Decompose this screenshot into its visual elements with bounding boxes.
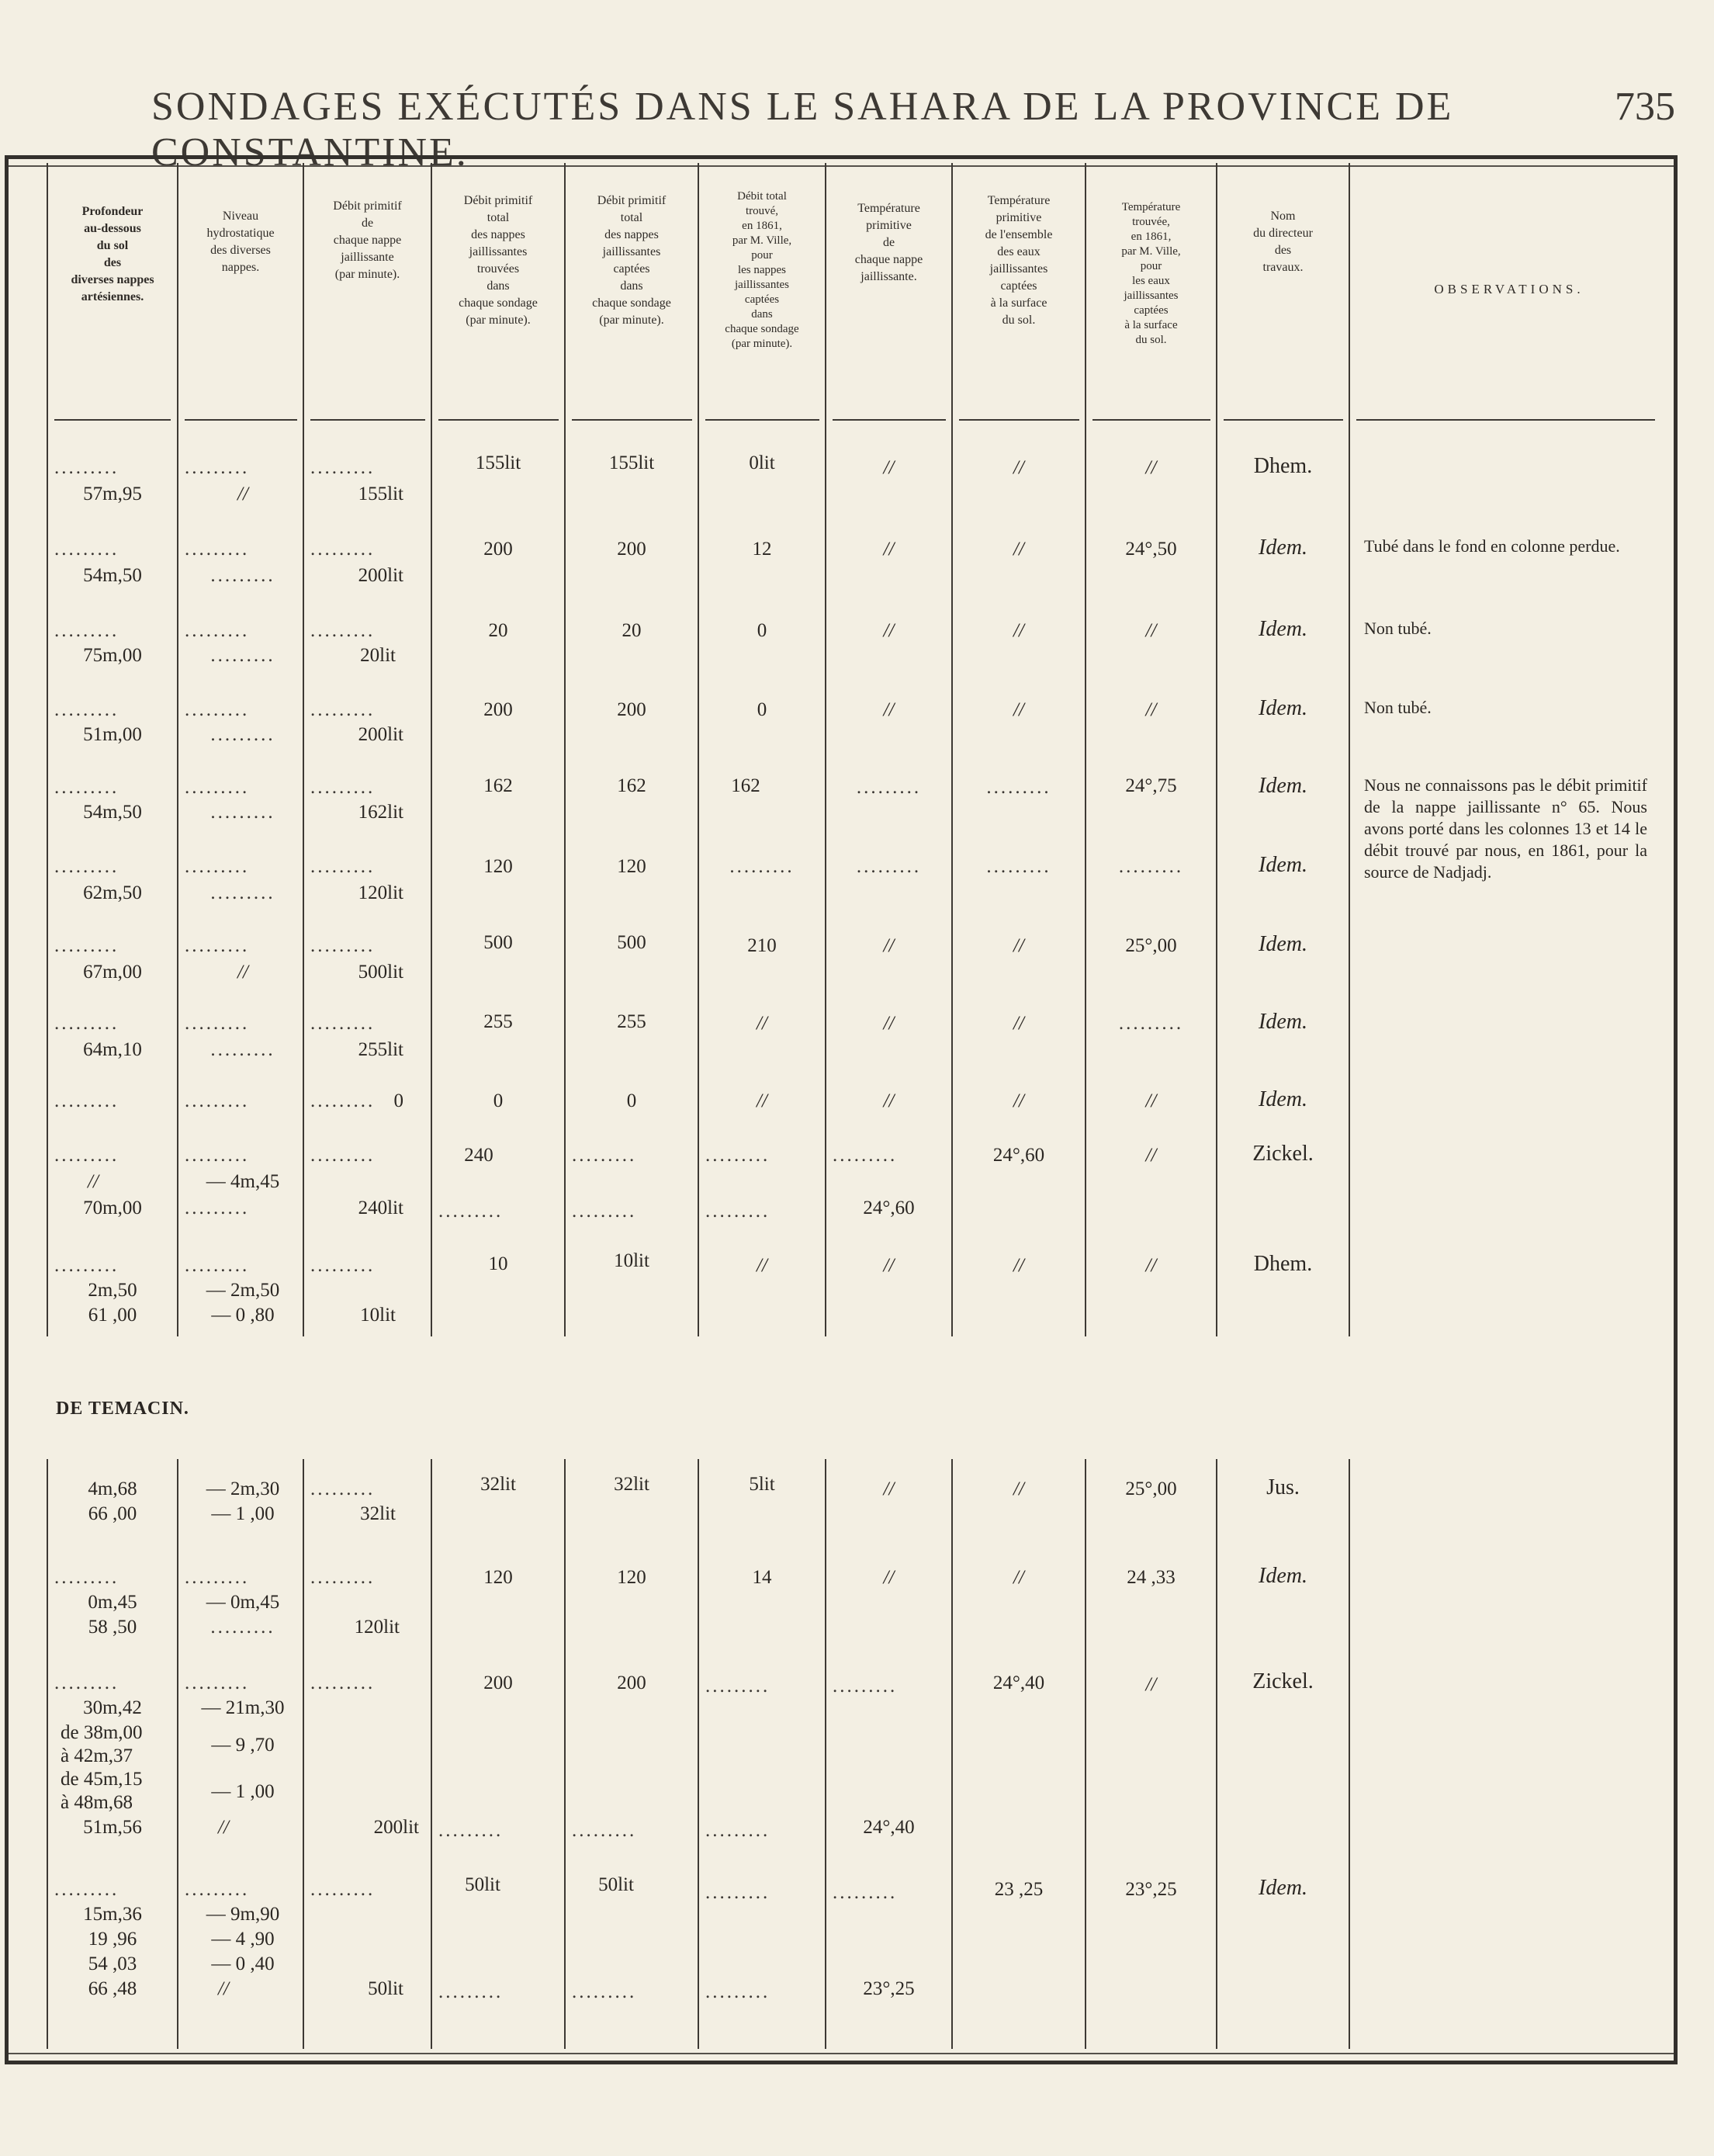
table-cell: 500 <box>483 932 513 953</box>
table-cell: ......... <box>729 856 795 877</box>
table-cell: 14 <box>752 1567 772 1588</box>
observation-note: Non tubé. <box>1364 698 1432 717</box>
table-cell: ......... <box>856 856 922 877</box>
table-cell: 30m,42 <box>83 1697 142 1718</box>
table-cell: ......... <box>986 856 1051 877</box>
column-divider <box>825 163 826 1336</box>
director-name: Zickel. <box>1252 1142 1314 1166</box>
column-divider <box>564 163 566 1336</box>
table-cell: 120 <box>617 856 646 877</box>
table-cell: // <box>218 1817 229 1838</box>
table-cell: 25°,00 <box>1125 935 1177 956</box>
table-cell: ......... <box>54 539 119 560</box>
column-header-observations: OBSERVATIONS. <box>1434 282 1584 296</box>
table-cell: 200 <box>617 1672 646 1693</box>
table-cell: ......... <box>705 1820 770 1841</box>
table-cell: ......... <box>705 1145 770 1166</box>
table-cell: 62m,50 <box>83 882 142 903</box>
table-cell: 15m,36 <box>83 1904 142 1925</box>
table-cell: // <box>883 699 895 720</box>
table-cell: // <box>1145 1090 1157 1111</box>
table-cell: 32lit <box>480 1474 516 1495</box>
table-cell: 51m,00 <box>83 724 142 745</box>
table-cell: 75m,00 <box>83 645 142 666</box>
director-name: Idem. <box>1259 774 1307 798</box>
table-cell: 5lit <box>749 1474 775 1495</box>
table-cell: 24°,40 <box>863 1817 915 1838</box>
observation-note: Nous ne connaissons pas le débit primitif de la nappe jaillissante n° 65. Nous avons porté dans les colonnes 13 et 14 le débit trouvé par nous, en 1861, pour la source de Nadjadj. <box>1364 775 1647 882</box>
table-cell: ......... <box>1118 1013 1184 1034</box>
table-cell: 0 <box>757 699 767 720</box>
table-cell: ......... <box>310 935 376 956</box>
table-cell: ......... <box>833 1676 898 1697</box>
column-divider <box>1216 1459 1217 2049</box>
table-cell: 200 <box>483 539 513 560</box>
table-cell: 23°,25 <box>1125 1879 1177 1900</box>
table-cell: 23 ,25 <box>994 1879 1044 1900</box>
table-cell: — 0 ,80 <box>211 1305 275 1326</box>
page-title: SONDAGES EXÉCUTÉS DANS LE SAHARA DE LA PROVINCE DE CONSTANTINE. <box>151 85 1454 175</box>
observation-note: Tubé dans le fond en colonne perdue. <box>1364 536 1620 556</box>
table-cell: ......... <box>185 539 250 560</box>
table-cell: // <box>1013 1090 1024 1111</box>
table-cell: ......... <box>705 1676 770 1697</box>
column-divider <box>47 1459 48 2049</box>
table-cell: 54m,50 <box>83 565 142 586</box>
director-name: Idem. <box>1259 536 1307 560</box>
director-name: Idem. <box>1259 1010 1307 1034</box>
table-cell: ......... <box>54 699 119 720</box>
table-cell: // <box>883 620 895 641</box>
table-cell: 200 <box>483 699 513 720</box>
table-cell: 155lit <box>475 452 521 473</box>
table-cell: à 48m,68 <box>61 1792 133 1813</box>
table-cell: ......... <box>438 1201 504 1222</box>
table-cell: 200lit <box>373 1817 419 1838</box>
running-head <box>0 84 1714 175</box>
table-cell: 20 <box>622 620 642 641</box>
table-cell: ......... <box>1118 856 1184 877</box>
table-cell: 120lit <box>354 1617 400 1638</box>
table-cell: 51m,56 <box>83 1817 142 1838</box>
table-cell: 64m,10 <box>83 1039 142 1060</box>
table-cell: ......... <box>705 1882 770 1903</box>
table-cell: // <box>237 484 248 504</box>
frame-rule-bottom <box>9 2053 1674 2054</box>
director-name: Zickel. <box>1252 1669 1314 1693</box>
table-cell: 500 <box>617 932 646 953</box>
table-cell: 0 <box>757 620 767 641</box>
table-cell: 255lit <box>358 1039 403 1060</box>
column-divider <box>303 1459 304 2049</box>
table-cell: ......... <box>310 1090 376 1111</box>
column-header-director: Nom du directeur des travaux. <box>1253 210 1313 274</box>
table-cell: // <box>1145 620 1157 641</box>
table-cell: — 4 ,90 <box>211 1929 275 1950</box>
column-header-debit-nappe: Débit primitif de chaque nappe jaillissante (par minute). <box>333 199 402 281</box>
table-cell: ......... <box>54 1255 119 1276</box>
table-cell: // <box>1013 1255 1024 1276</box>
table-cell: ......... <box>185 1879 250 1900</box>
table-cell: — 4m,45 <box>206 1171 280 1192</box>
director-name: Idem. <box>1259 1876 1307 1900</box>
table-cell: ......... <box>572 1145 637 1166</box>
table-cell: 54 ,03 <box>88 1953 137 1974</box>
header-rule <box>54 419 171 421</box>
column-header-level: Niveau hydrostatique des diverses nappes. <box>206 210 275 274</box>
table-cell: 50lit <box>368 1978 403 1999</box>
table-cell: // <box>883 1567 895 1588</box>
table-cell: // <box>883 1090 895 1111</box>
column-header-debit-capte: Débit primitif total des nappes jaillissantes captées dans chaque sondage (par minute). <box>592 194 671 327</box>
table-cell: — 9m,90 <box>206 1904 280 1925</box>
table-cell: 20 <box>488 620 508 641</box>
table-cell: de 38m,00 <box>61 1722 143 1743</box>
table-cell: ......... <box>310 1478 376 1499</box>
table-cell: // <box>883 1013 895 1034</box>
table-cell: ......... <box>310 777 376 798</box>
table-cell: ......... <box>54 1879 119 1900</box>
table-cell: — 2m,30 <box>206 1478 280 1499</box>
table-cell: ......... <box>54 457 119 478</box>
table-cell: 32lit <box>614 1474 649 1495</box>
director-name: Idem. <box>1259 932 1307 956</box>
table-cell: 66 ,48 <box>88 1978 137 1999</box>
table-cell: // <box>883 539 895 560</box>
table-cell: 12 <box>752 539 772 560</box>
column-divider <box>177 1459 178 2049</box>
table-cell: 24°,40 <box>992 1672 1045 1693</box>
table-cell: // <box>883 1478 895 1499</box>
table-cell: 162 <box>731 775 760 796</box>
table-cell: 32lit <box>360 1503 396 1524</box>
table-cell: // <box>883 935 895 956</box>
table-cell: de 45m,15 <box>61 1769 143 1790</box>
table-cell: ......... <box>54 935 119 956</box>
table-cell: ......... <box>185 935 250 956</box>
table-cell: 0lit <box>749 452 775 473</box>
table-cell: ......... <box>438 1981 504 2002</box>
table-cell: ......... <box>185 1090 250 1111</box>
header-rule <box>959 419 1079 421</box>
table-cell: à 42m,37 <box>61 1745 133 1766</box>
table-cell: 255 <box>617 1011 646 1032</box>
table-cell: 120 <box>617 1567 646 1588</box>
table-cell: 200 <box>617 699 646 720</box>
table-cell: 10 <box>488 1253 508 1274</box>
table-cell: ......... <box>310 1672 376 1693</box>
table-cell: // <box>1013 935 1024 956</box>
table-cell: ......... <box>310 699 376 720</box>
column-divider <box>303 163 304 1336</box>
header-rule <box>705 419 819 421</box>
table-cell: ......... <box>572 1981 637 2002</box>
table-cell: 0 <box>626 1090 637 1111</box>
table-cell: 2m,50 <box>88 1280 137 1301</box>
table-cell: ......... <box>310 457 376 478</box>
table-cell: ......... <box>54 1145 119 1166</box>
column-divider <box>825 1459 826 2049</box>
table-cell: ......... <box>185 1198 250 1218</box>
table-cell: 200 <box>617 539 646 560</box>
director-name: Jus. <box>1266 1475 1300 1499</box>
table-cell: ......... <box>185 777 250 798</box>
table-cell: — 0 ,40 <box>211 1953 275 1974</box>
director-name: Idem. <box>1259 617 1307 641</box>
table-cell: 58 ,50 <box>88 1617 137 1638</box>
table-cell: // <box>88 1171 99 1192</box>
director-name: Idem. <box>1259 696 1307 720</box>
table-cell: 54m,50 <box>83 802 142 823</box>
table-cell: ......... <box>185 699 250 720</box>
table-cell: ......... <box>310 620 376 641</box>
section-title: DE TEMACIN. <box>56 1399 189 1419</box>
column-divider <box>1085 1459 1086 2049</box>
table-cell: ......... <box>54 856 119 877</box>
table-cell: ......... <box>54 1013 119 1034</box>
column-header-depth: Profondeur au-dessous du sol des diverses nappes artésiennes. <box>71 205 154 303</box>
table-cell: ......... <box>210 1039 275 1060</box>
table-cell: ......... <box>185 856 250 877</box>
table-cell: 240lit <box>358 1198 403 1218</box>
table-cell: 120 <box>483 1567 513 1588</box>
table-cell: 155lit <box>358 484 403 504</box>
table-cell: 24 ,33 <box>1127 1567 1176 1588</box>
table-cell: 57m,95 <box>83 484 142 504</box>
header-rule <box>572 419 692 421</box>
table-cell: ......... <box>54 1672 119 1693</box>
table-cell: // <box>883 457 895 478</box>
director-name: Idem. <box>1259 1564 1307 1588</box>
table-cell: ......... <box>54 777 119 798</box>
table-cell: 0 <box>393 1090 403 1111</box>
column-header-debit-trouve: Débit primitif total des nappes jaillissantes trouvées dans chaque sondage (par minute). <box>459 194 538 327</box>
table-cell: ......... <box>310 539 376 560</box>
table-cell: // <box>757 1255 767 1276</box>
table-cell: 61 ,00 <box>88 1305 137 1326</box>
table-cell: — 2m,50 <box>206 1280 280 1301</box>
table-cell: 10lit <box>614 1250 649 1271</box>
table-cell: // <box>1013 620 1024 641</box>
table-cell: — 1 ,00 <box>211 1781 275 1802</box>
header-rule <box>310 419 425 421</box>
director-name: Dhem. <box>1253 1252 1313 1276</box>
table-cell: ......... <box>54 1567 119 1588</box>
header-rule <box>1356 419 1655 421</box>
table-cell: ......... <box>705 1981 770 2002</box>
table-cell: — 21m,30 <box>201 1697 285 1718</box>
table-cell: 25°,00 <box>1125 1478 1177 1499</box>
table-cell: // <box>1013 699 1024 720</box>
page-number: 735 <box>1615 85 1675 129</box>
table-cell: 0m,45 <box>88 1592 137 1613</box>
table-cell: 50lit <box>465 1874 500 1895</box>
column-divider <box>698 1459 699 2049</box>
table-cell: — 1 ,00 <box>211 1503 275 1524</box>
header-rule <box>438 419 559 421</box>
table-cell: 210 <box>747 935 777 956</box>
table-cell: ......... <box>833 1145 898 1166</box>
table-cell: 255 <box>483 1011 513 1032</box>
table-cell: // <box>1145 457 1157 478</box>
column-divider <box>47 163 48 1336</box>
table-cell: // <box>1013 1013 1024 1034</box>
table-cell: 155lit <box>608 452 655 473</box>
table-cell: // <box>1013 539 1024 560</box>
table-cell: // <box>1145 1145 1157 1166</box>
table-cell: 50lit <box>598 1874 634 1895</box>
table-cell: ......... <box>210 802 275 823</box>
table-cell: 24°,60 <box>863 1198 915 1218</box>
table-cell: // <box>757 1013 767 1034</box>
header-rule <box>833 419 946 421</box>
table-cell: // <box>757 1090 767 1111</box>
column-header-temp-nappe: Température primitive de chaque nappe jaillissante. <box>854 202 923 283</box>
table-cell: 200lit <box>358 565 403 586</box>
table-cell: ......... <box>185 1145 250 1166</box>
table-cell: ......... <box>185 620 250 641</box>
table-cell: 200 <box>483 1672 513 1693</box>
table-cell: 500lit <box>358 962 403 983</box>
table-cell: 20lit <box>360 645 396 666</box>
column-divider <box>431 1459 432 2049</box>
observation-note: Non tubé. <box>1364 619 1432 638</box>
table-cell: ......... <box>210 1617 275 1638</box>
table-cell: ......... <box>210 565 275 586</box>
table-cell: ......... <box>572 1201 637 1222</box>
table-cell: // <box>1145 699 1157 720</box>
table-cell: 67m,00 <box>83 962 142 983</box>
table-cell: 24°,60 <box>992 1145 1045 1166</box>
table-cell: // <box>1013 457 1024 478</box>
table-cell: 66 ,00 <box>88 1503 137 1524</box>
column-header-temp-ensemble: Température primitive de l'ensemble des eaux jaillissantes captées à la surface du sol. <box>985 194 1053 327</box>
table-cell: 162 <box>483 775 513 796</box>
header-rule <box>185 419 297 421</box>
table-cell: ......... <box>310 1255 376 1276</box>
table-cell: ......... <box>185 1567 250 1588</box>
table-cell: ......... <box>310 1879 376 1900</box>
table-cell: // <box>1145 1255 1157 1276</box>
column-divider <box>1349 163 1350 1336</box>
table-cell: ......... <box>210 724 275 745</box>
table-cell: ......... <box>310 1145 376 1166</box>
column-divider <box>564 1459 566 2049</box>
table-cell: 0 <box>493 1090 504 1111</box>
table-cell: 10lit <box>360 1305 396 1326</box>
header-rule <box>1092 419 1210 421</box>
table-cell: ......... <box>986 777 1051 798</box>
table-cell: // <box>237 962 248 983</box>
table-cell: 19 ,96 <box>88 1929 137 1950</box>
table-cell: ......... <box>54 1090 119 1111</box>
table-cell: // <box>1013 1478 1024 1499</box>
table-cell: 162 <box>617 775 646 796</box>
table-cell: ......... <box>833 1882 898 1903</box>
table-cell: // <box>218 1978 229 1999</box>
column-header-debit-ville: Débit total trouvé, en 1861, par M. Ville, pour les nappes jaillissantes captées dans chaque sondage (par minute). <box>725 190 799 350</box>
table-cell: 24°,75 <box>1125 775 1177 796</box>
table-cell: 120lit <box>358 882 403 903</box>
table-cell: ......... <box>310 1567 376 1588</box>
table-cell: 162lit <box>358 802 403 823</box>
table-cell: 200lit <box>358 724 403 745</box>
frame-rule-top <box>9 165 1674 167</box>
table-cell: 23°,25 <box>863 1978 915 1999</box>
director-name: Idem. <box>1259 1087 1307 1111</box>
table-cell: ......... <box>310 856 376 877</box>
table-cell: // <box>883 1255 895 1276</box>
table-cell: ......... <box>185 1255 250 1276</box>
table-cell: ......... <box>572 1820 637 1841</box>
table-cell: 4m,68 <box>88 1478 137 1499</box>
table-cell: 120 <box>483 856 513 877</box>
column-header-temp-ville: Température trouvée, en 1861, par M. Ville, pour les eaux jaillissantes captées à la surface du sol. <box>1121 201 1181 346</box>
table-cell: — 9 ,70 <box>211 1735 275 1756</box>
table-cell: // <box>1013 1567 1024 1588</box>
header-rule <box>1224 419 1343 421</box>
table-cell: // <box>1145 1674 1157 1695</box>
table-cell: ......... <box>856 777 922 798</box>
table-cell: ......... <box>210 882 275 903</box>
table-cell: — 0m,45 <box>206 1592 280 1613</box>
column-divider <box>177 163 178 1336</box>
table-cell: ......... <box>185 457 250 478</box>
director-name: Dhem. <box>1253 454 1313 478</box>
table-cell: ......... <box>210 645 275 666</box>
table-cell: 240 <box>464 1145 493 1166</box>
table-cell: ......... <box>185 1013 250 1034</box>
table-cell: ......... <box>310 1013 376 1034</box>
table-cell: ......... <box>705 1201 770 1222</box>
table-cell: ......... <box>438 1820 504 1841</box>
table-cell: ......... <box>54 620 119 641</box>
table-cell: ......... <box>185 1672 250 1693</box>
table-cell: 24°,50 <box>1125 539 1177 560</box>
column-divider <box>1349 1459 1350 2049</box>
director-name: Idem. <box>1259 853 1307 877</box>
table-cell: 70m,00 <box>83 1198 142 1218</box>
column-divider <box>951 1459 953 2049</box>
